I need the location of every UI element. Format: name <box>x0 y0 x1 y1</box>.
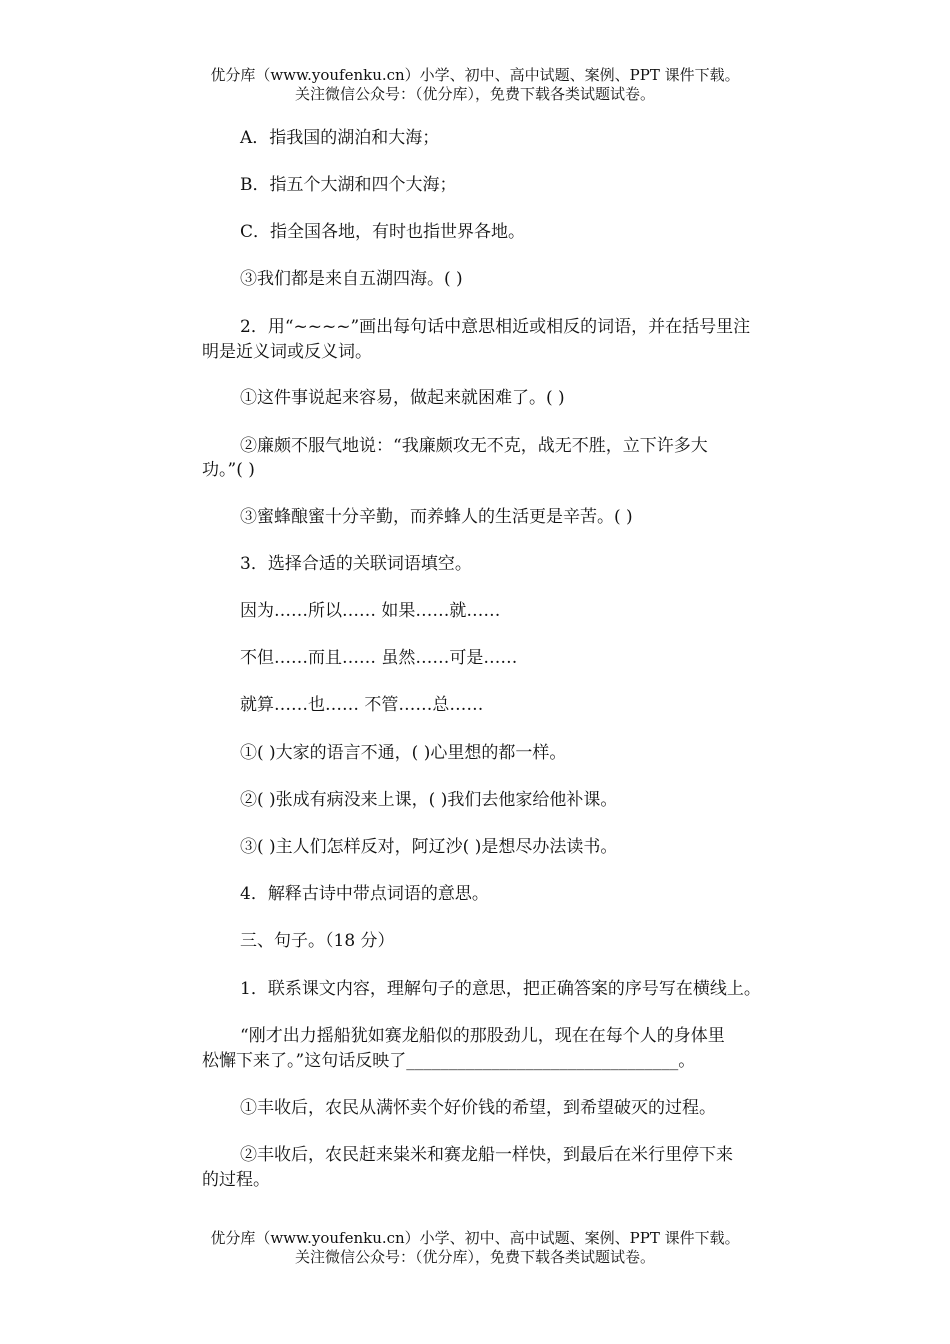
question-item-line-2: 功。”( ) <box>202 460 255 480</box>
question-item: ①( )大家的语言不通，( )心里想的都一样。 <box>240 743 567 763</box>
question-item: ③蜜蜂酿蜜十分辛勤，而养蜂人的生活更是辛苦。( ) <box>240 507 633 527</box>
page-header <box>0 66 950 104</box>
question-3-heading: 3．选择合适的关联词语填空。 <box>240 554 472 574</box>
conjunction-pair-row: 就算……也…… 不管……总…… <box>240 695 484 715</box>
question-item: ①这件事说起来容易，做起来就困难了。( ) <box>240 388 565 408</box>
header-line-1: 优分库（www.youfenku.cn）小学、初中、高中试题、案例、PPT 课件下载。 <box>210 66 740 84</box>
option-b: B．指五个大湖和四个大海； <box>240 175 457 195</box>
question-item-line-1: ②廉颇不服气地说：“我廉颇攻无不克，战无不胜，立下许多大 <box>240 436 708 456</box>
answer-option-2-line-1: ②丰收后，农民赶来粜米和赛龙船一样快，到最后在米行里停下来 <box>240 1145 733 1165</box>
option-a: A．指我国的湖泊和大海； <box>240 128 440 148</box>
answer-option-1: ①丰收后，农民从满怀卖个好价钱的希望，到希望破灭的过程。 <box>240 1098 716 1118</box>
question-item: ③( )主人们怎样反对，阿辽沙( )是想尽办法读书。 <box>240 837 618 857</box>
answer-option-2-line-2: 的过程。 <box>202 1170 270 1190</box>
quote-line-2: 松懈下来了。”这句话反映了________________________________。 <box>202 1051 696 1071</box>
question-2-line-2: 明是近义词或反义词。 <box>202 342 372 362</box>
conjunction-pair-row: 因为……所以…… 如果……就…… <box>240 601 501 621</box>
question-2-line-1: 2．用“~~~~”画出每句话中意思相近或相反的词语，并在括号里注 <box>240 317 751 337</box>
question-4-heading: 4．解释古诗中带点词语的意思。 <box>240 884 489 904</box>
section-3-heading: 三、句子。（18 分） <box>240 931 395 951</box>
question-item: ②( )张成有病没来上课，( )我们去他家给他补课。 <box>240 790 618 810</box>
header-line-2: 关注微信公众号：（优分库），免费下载各类试题试卷。 <box>294 85 655 103</box>
footer-line-2: 关注微信公众号：（优分库），免费下载各类试题试卷。 <box>294 1248 655 1266</box>
page-footer <box>0 1229 950 1267</box>
conjunction-pair-row: 不但……而且…… 虽然……可是…… <box>240 648 518 668</box>
question-item: ③我们都是来自五湖四海。( ) <box>240 269 463 289</box>
option-c: C．指全国各地，有时也指世界各地。 <box>240 222 526 242</box>
section-3-question-1: 1．联系课文内容，理解句子的意思，把正确答案的序号写在横线上。 <box>240 979 761 999</box>
quote-line-1: “刚才出力摇船犹如赛龙船似的那股劲儿，现在在每个人的身体里 <box>240 1026 725 1046</box>
footer-line-1: 优分库（www.youfenku.cn）小学、初中、高中试题、案例、PPT 课件下载。 <box>210 1229 740 1247</box>
